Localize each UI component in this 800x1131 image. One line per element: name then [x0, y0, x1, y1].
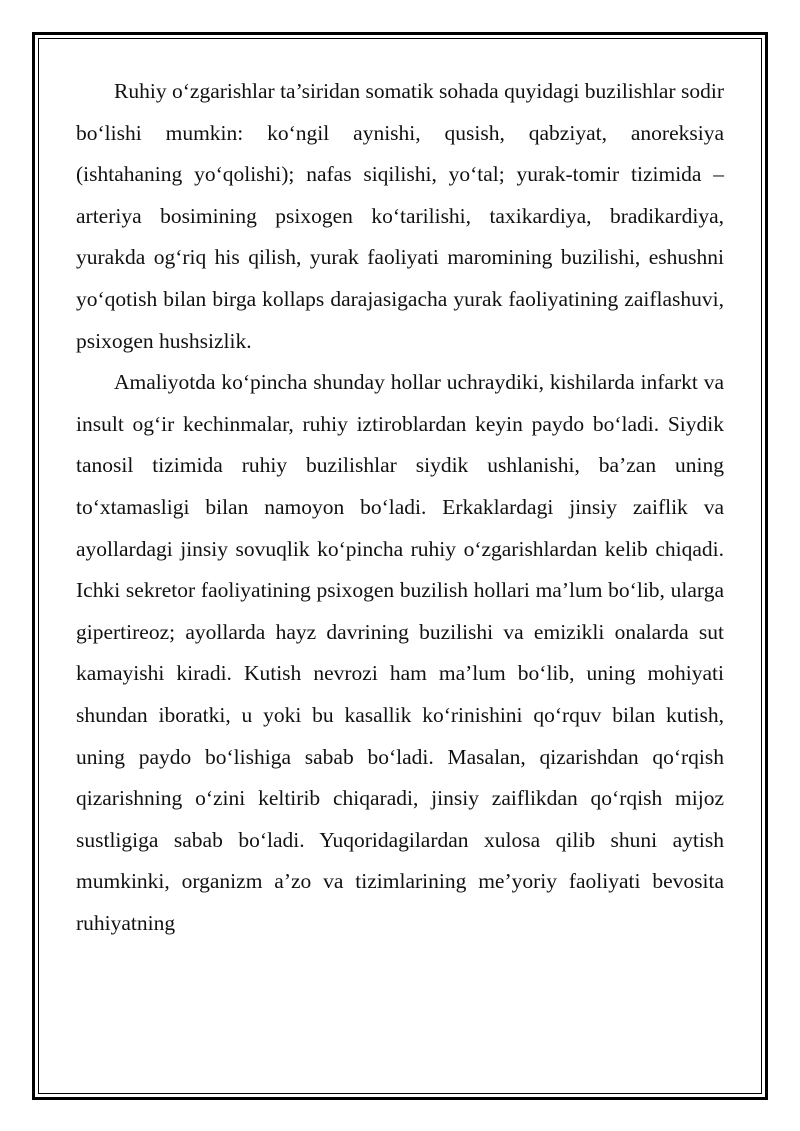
paragraph-1: Ruhiy o‘zgarishlar ta’siridan somatik sohada quyidagi buzilishlar sodir bo‘lishi mumkin: ko‘ngil aynishi, qusish, qabziyat, anoreksiya (ishtahaning yo‘qolishi); nafas siqilishi, yo‘tal; yurak-tomir tizimida – arteriya bosimining psixogen ko‘tarilishi, taxikardiya, bradikardiya, yurakda og‘riq his qilish, yurak faoliyati maromining buzilishi, eshushni yo‘qotish bilan birga kollaps darajasigacha yurak faoliyatining zaiflashuvi, psixogen hushsizlik.	[76, 79, 724, 353]
document-body	[76, 71, 724, 944]
paragraph-2: Amaliyotda ko‘pincha shunday hollar uchraydiki, kishilarda infarkt va insult og‘ir kechinmalar, ruhiy iztiroblardan keyin paydo bo‘ladi. Siydik tanosil tizimida ruhiy buzilishlar siydik ushlanishi, ba’zan uning to‘xtamasligi bilan namoyon bo‘ladi. Erkaklardagi jinsiy zaiflik va ayollardagi jinsiy sovuqlik ko‘pincha ruhiy o‘zgarishlardan kelib chiqadi. Ichki sekretor faoliyatining psixogen buzilish hollari ma’lum bo‘lib, ularga gipertireoz; ayollarda hayz davrining buzilishi va emizikli onalarda sut kamayishi kiradi. Kutish nevrozi ham ma’lum bo‘lib, uning mohiyati shundan iboratki, u yoki bu kasallik ko‘rinishini qo‘rquv bilan kutish, uning paydo bo‘lishiga sabab bo‘ladi. Masalan, qizarishdan qo‘rqish qizarishning o‘zini keltirib chiqaradi, jinsiy zaiflikdan qo‘rqish mijoz sustligiga sabab bo‘ladi. Yuqoridagilardan xulosa qilib shuni aytish mumkinki, organizm a’zo va tizimlarining me’yoriy faoliyati bevosita ruhiyatning	[76, 370, 724, 935]
